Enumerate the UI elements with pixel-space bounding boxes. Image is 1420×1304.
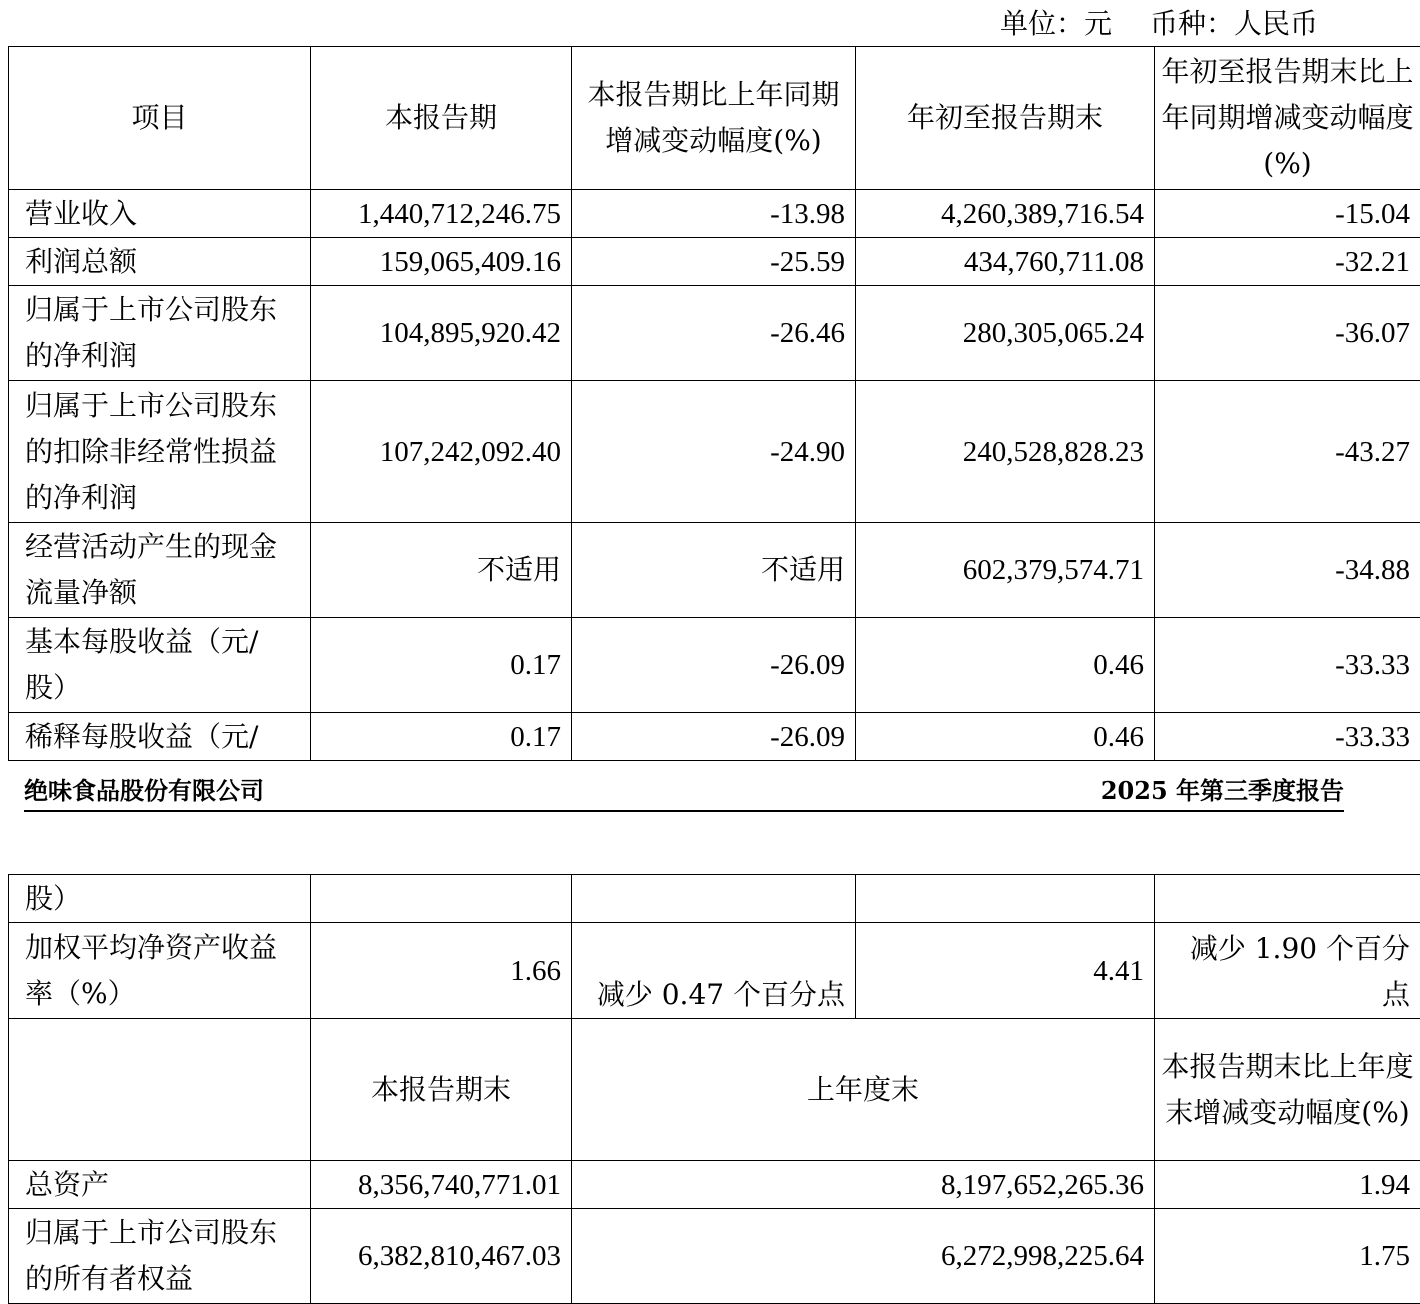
table-row [9,713,1420,761]
row-period-end: 6,382,810,467.03 [311,1209,572,1304]
row-current-change: 减少 0.47 个百分点 [572,923,856,1019]
row-ytd: 4,260,389,716.54 [856,190,1155,238]
empty-cell [856,875,1155,923]
empty-cell [572,875,856,923]
row-ytd: 280,305,065.24 [856,286,1155,381]
row-current-change: 不适用 [572,523,856,618]
row-item: 归属于上市公司股东的所有者权益 [9,1209,311,1304]
row-item: 稀释每股收益（元/ [9,713,311,761]
header-row-2 [9,1019,1420,1161]
table-row-continued [9,875,1420,923]
table-row [9,618,1420,713]
row-current-change: -26.09 [572,713,856,761]
row-ytd: 434,760,711.08 [856,238,1155,286]
header-item: 项目 [9,47,311,190]
row-current-change: -26.09 [572,618,856,713]
table-row [9,238,1420,286]
row-current: 104,895,920.42 [311,286,572,381]
row-current: 0.17 [311,713,572,761]
table-row [9,523,1420,618]
header-ytd: 年初至报告期末 [856,47,1155,190]
header-ytd-change: 年初至报告期末比上年同期增减变动幅度(%) [1155,47,1420,190]
unit-label: 单位：元 [1000,7,1113,40]
row-ytd-change: -32.21 [1155,238,1420,286]
row-current: 不适用 [311,523,572,618]
header-row [9,47,1420,190]
row-current-change: -25.59 [572,238,856,286]
row-ytd-change: -43.27 [1155,381,1420,523]
header-blank [9,1019,311,1161]
row-ytd-change: -36.07 [1155,286,1420,381]
row-change: 1.75 [1155,1209,1420,1304]
header-current-change: 本报告期比上年同期增减变动幅度(%) [572,47,856,190]
row-item: 经营活动产生的现金流量净额 [9,523,311,618]
row-item: 归属于上市公司股东的扣除非经常性损益的净利润 [9,381,311,523]
row-item-continued: 股） [9,875,311,923]
table-row [9,1161,1420,1209]
row-item: 营业收入 [9,190,311,238]
row-prior-year-end: 6,272,998,225.64 [572,1209,1155,1304]
row-ytd: 4.41 [856,923,1155,1019]
header-current-period: 本报告期 [311,47,572,190]
row-period-end: 8,356,740,771.01 [311,1161,572,1209]
row-current: 0.17 [311,618,572,713]
row-current-change: -26.46 [572,286,856,381]
row-ytd-change: -34.88 [1155,523,1420,618]
unit-currency-line [1000,2,1345,46]
empty-cell [1155,875,1420,923]
row-item: 总资产 [9,1161,311,1209]
row-ytd-change: -33.33 [1155,618,1420,713]
row-ytd: 240,528,828.23 [856,381,1155,523]
header-change: 本报告期末比上年度末增减变动幅度(%) [1155,1019,1420,1161]
table-row-roe [9,923,1420,1019]
header-prior-year-end: 上年度末 [572,1019,1155,1161]
header-period-end: 本报告期末 [311,1019,572,1161]
empty-cell [311,875,572,923]
financial-table-top [8,46,1420,761]
row-item: 基本每股收益（元/股） [9,618,311,713]
row-current: 1.66 [311,923,572,1019]
row-change: 1.94 [1155,1161,1420,1209]
footer-company: 绝味食品股份有限公司 [24,776,264,805]
row-prior-year-end: 8,197,652,265.36 [572,1161,1155,1209]
row-current: 107,242,092.40 [311,381,572,523]
table-row [9,286,1420,381]
row-current-change: -24.90 [572,381,856,523]
row-ytd-change: -33.33 [1155,713,1420,761]
row-ytd: 0.46 [856,618,1155,713]
row-current: 159,065,409.16 [311,238,572,286]
row-item: 利润总额 [9,238,311,286]
table-row [9,1209,1420,1304]
row-item: 归属于上市公司股东的净利润 [9,286,311,381]
row-ytd: 0.46 [856,713,1155,761]
currency-label: 币种：人民币 [1150,7,1319,40]
financial-table-bottom [8,874,1420,1304]
table-row [9,190,1420,238]
row-current: 1,440,712,246.75 [311,190,572,238]
row-item: 加权平均净资产收益率（%） [9,923,311,1019]
row-current-change: -13.98 [572,190,856,238]
table-row [9,381,1420,523]
footer-report-title: 2025 年第三季度报告 [1100,776,1344,805]
row-ytd: 602,379,574.71 [856,523,1155,618]
page-footer [24,772,1344,812]
row-ytd-change: -15.04 [1155,190,1420,238]
row-ytd-change: 减少 1.90 个百分点 [1155,923,1420,1019]
